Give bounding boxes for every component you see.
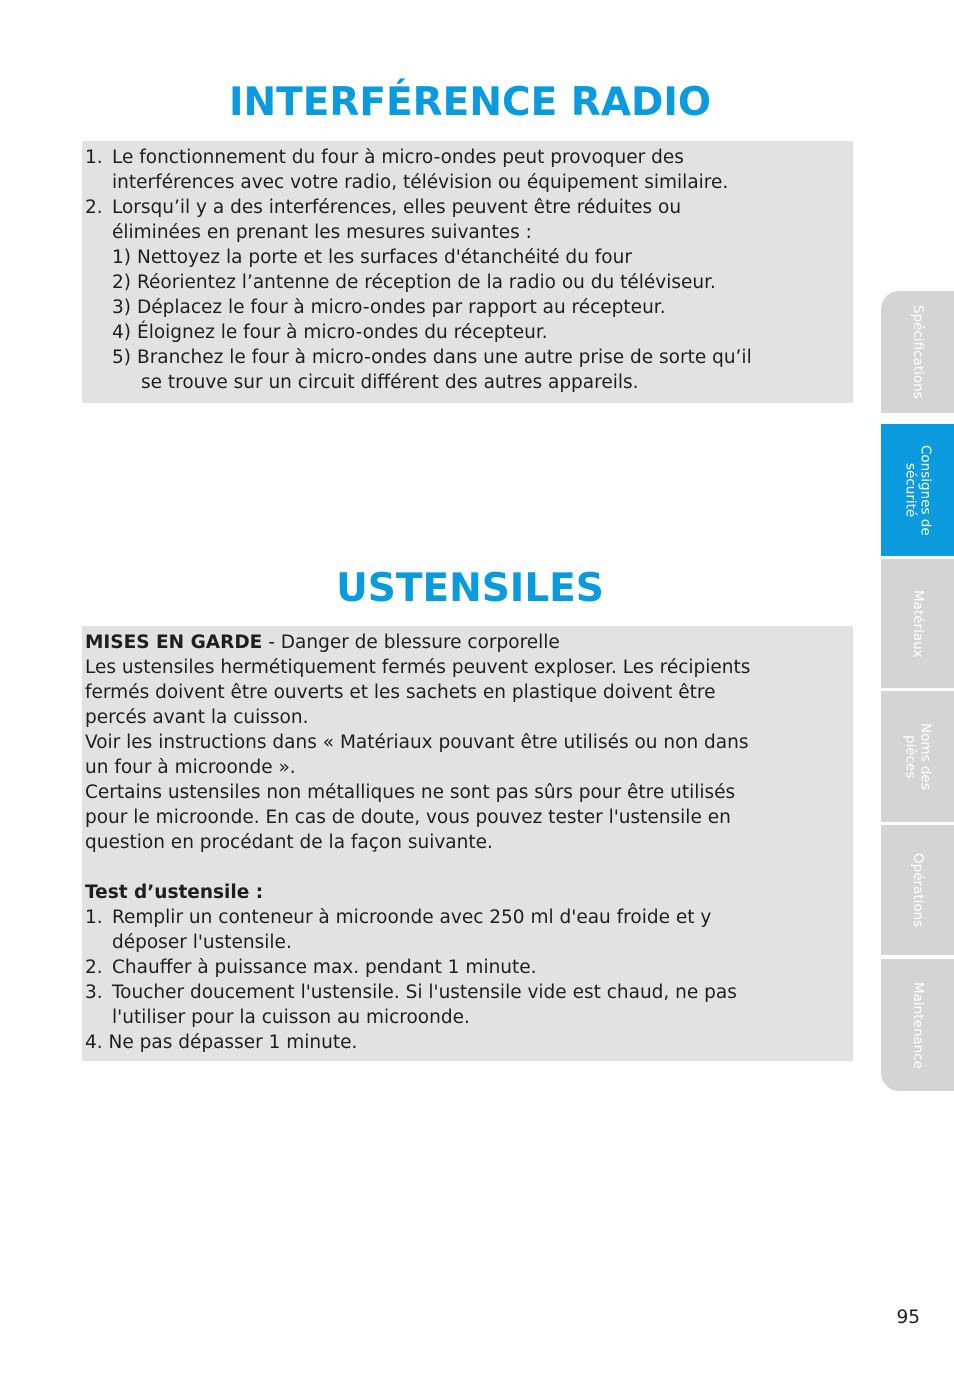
item-text: déposer l'ustensile. [112,932,292,953]
item-text: Réorientez l’antenne de réception de la radio ou du téléviseur. [137,272,716,293]
item-text: se trouve sur un circuit différent des autres appareils. [141,372,639,393]
tab-label: Consignes de sécurité [902,444,934,536]
item-text: Nettoyez la porte et les surfaces d'étanchéité du four [137,247,632,268]
test-heading-text: Test d’ustensile : [85,882,264,903]
warning-label: MISES EN GARDE [85,632,263,653]
list-item [85,955,847,980]
paragraph-line: Les ustensiles hermétiquement fermés peuvent exploser. Les récipients [85,657,751,678]
item-text: Lorsqu’il y a des interférences, elles peuvent être réduites ou [112,197,682,218]
tab-maintenance[interactable] [881,959,954,1091]
sub-list-item-continuation [85,370,847,395]
tab-parts[interactable] [881,691,954,822]
item-number: 1) [112,247,131,268]
warning-line [85,630,847,655]
tab-materials[interactable] [881,559,954,688]
paragraph-line: un four à microonde ». [85,757,296,778]
spacer [85,855,847,880]
item-number: 1. [85,907,103,928]
item-text: Chauffer à puissance max. pendant 1 minute. [112,957,537,978]
tab-specifications[interactable] [881,291,954,413]
item-text: Éloignez le four à micro-ondes du récepteur. [137,322,548,343]
paragraph-line: Voir les instructions dans « Matériaux pouvant être utilisés ou non dans [85,732,749,753]
list-item: 4. Ne pas dépasser 1 minute. [85,1032,358,1053]
sub-list-item [85,320,847,345]
item-text: éliminées en prenant les mesures suivantes : [112,222,532,243]
warning-text: - Danger de blessure corporelle [262,632,560,653]
tab-label: Spécifications [910,305,926,399]
sub-list-item [85,345,847,370]
page-number: 95 [896,1307,920,1328]
tab-safety[interactable] [881,424,954,556]
list-item-continuation [85,170,847,195]
item-number: 4) [112,322,131,343]
paragraph-line: percés avant la cuisson. [85,707,309,728]
sub-list-item [85,245,847,270]
item-text: Toucher doucement l'ustensile. Si l'ustensile vide est chaud, ne pas [112,982,737,1003]
section-title-radio: INTERFÉRENCE RADIO [228,80,712,125]
list-item-continuation [85,930,847,955]
tab-label: Maintenance [910,981,926,1069]
item-text: Remplir un conteneur à microonde avec 250 ml d'eau froide et y [112,907,712,928]
section-title-utensils: USTENSILES [336,566,604,611]
item-number: 3) [112,297,131,318]
list-item [85,195,847,220]
list-item [85,980,847,1005]
paragraph-line: question en procédant de la façon suivante. [85,832,493,853]
sub-list-item [85,270,847,295]
sub-list-item [85,295,847,320]
item-text: interférences avec votre radio, télévision ou équipement similaire. [112,172,729,193]
utensils-box [82,626,853,1061]
test-heading [85,880,847,905]
tab-operations[interactable] [881,825,954,955]
list-item [85,145,847,170]
item-number: 1. [85,147,103,168]
list-item-continuation [85,220,847,245]
tab-label: Noms des pièces [902,723,934,790]
item-number: 2) [112,272,131,293]
tab-label: Matériaux [910,589,926,658]
item-text: Déplacez le four à micro-ondes par rapport au récepteur. [137,297,666,318]
item-number: 2. [85,957,103,978]
item-text: Le fonctionnement du four à micro-ondes peut provoquer des [112,147,684,168]
list-item-continuation [85,1005,847,1030]
paragraph-line: fermés doivent être ouverts et les sachets en plastique doivent être [85,682,716,703]
item-number: 2. [85,197,103,218]
radio-interference-box [82,141,853,403]
paragraph-line: pour le microonde. En cas de doute, vous pouvez tester l'ustensile en [85,807,731,828]
item-text: l'utiliser pour la cuisson au microonde. [112,1007,470,1028]
paragraph-line: Certains ustensiles non métalliques ne sont pas sûrs pour être utilisés [85,782,736,803]
item-text: Branchez le four à micro-ondes dans une autre prise de sorte qu’il [137,347,752,368]
item-number: 3. [85,982,103,1003]
tab-label: Opérations [910,852,926,928]
list-item [85,905,847,930]
item-number: 5) [112,347,131,368]
